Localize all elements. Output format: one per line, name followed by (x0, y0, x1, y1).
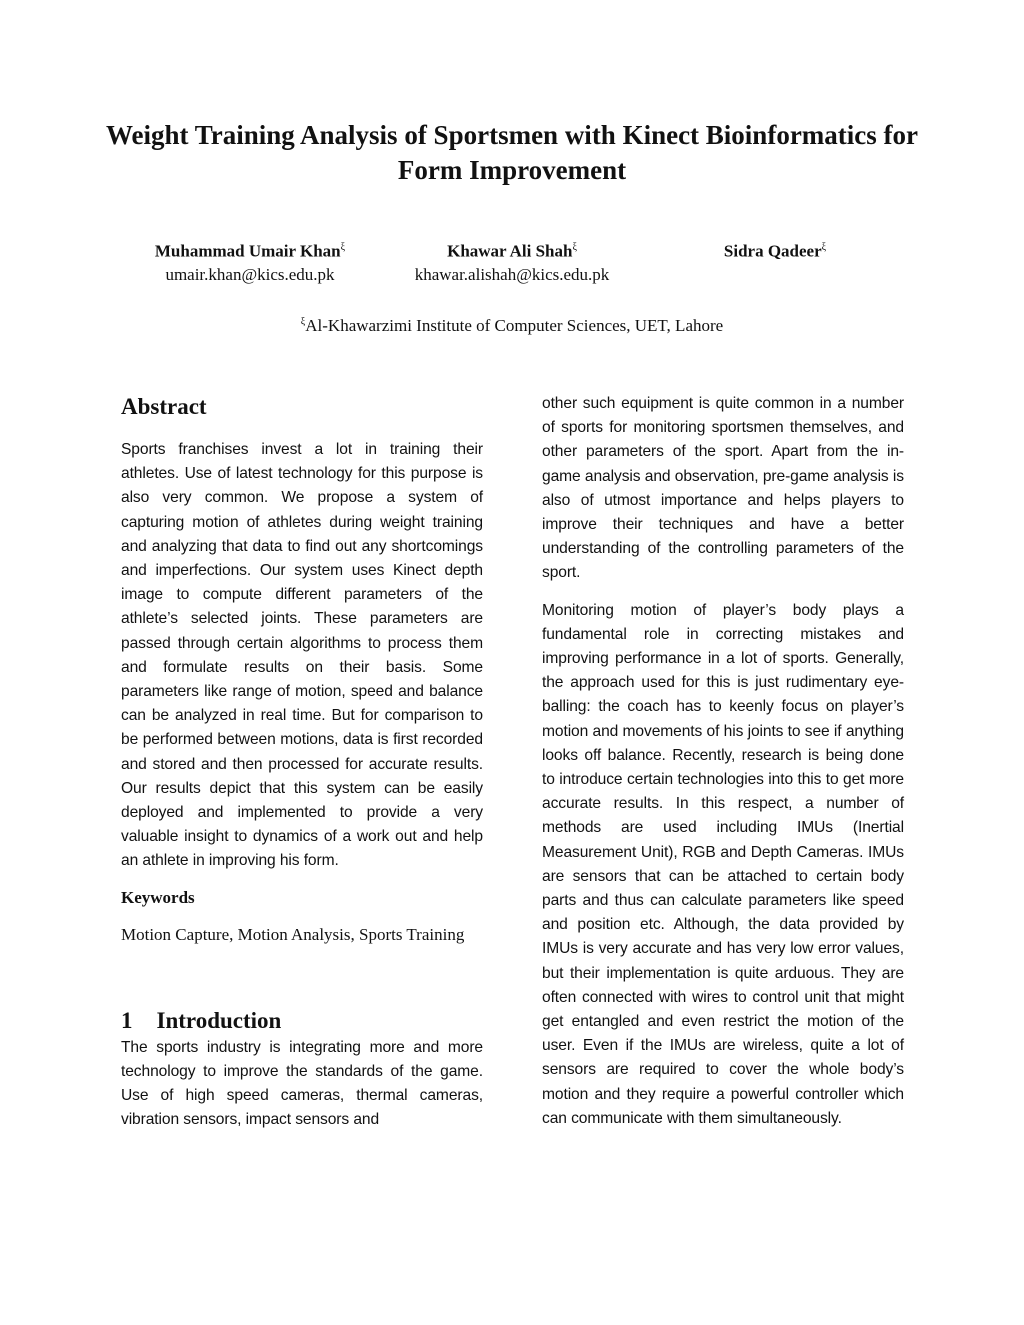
right-column (542, 392, 904, 1131)
left-column (121, 392, 483, 1132)
author-email: umair.khan@kics.edu.pk (165, 264, 335, 284)
affiliation (100, 316, 924, 336)
introduction-heading (121, 1006, 483, 1036)
author-mark: ξ (821, 242, 827, 253)
affiliation-text: Al-Khawarzimi Institute of Computer Sciences, UET, Lahore (305, 316, 724, 335)
author-block (392, 236, 632, 286)
intro-paragraph-1: The sports industry is integrating more and more technology to improve the standards of the game. Use of high speed cameras, thermal cameras, vibration sensors, impact sensors and (121, 1038, 483, 1129)
author-email: khawar.alishah@kics.edu.pk (414, 264, 610, 284)
author-mark: ξ (572, 242, 577, 253)
affiliation-mark: ξ (300, 316, 306, 328)
section-title: Introduction (156, 1007, 282, 1033)
keywords-text: Motion Capture, Motion Analysis, Sports Training (121, 924, 465, 944)
paper-title: Weight Training Analysis of Sportsmen with Kinect Bioinformatics for Form Improvement (105, 120, 919, 185)
author-name: Muhammad Umair Khan (154, 241, 341, 261)
abstract-heading: Abstract (121, 394, 207, 419)
intro-paragraph-1-continued: other such equipment is quite common in a number of sports for monitoring sportsmen themselves, and other parameters of the sport. Apart from the in-game analysis and observation, pre-game analysis is also of utmost importance and helps players to improve their techniques and have a better understanding of the controlling parameters of the sport. (542, 395, 904, 582)
author-mark: ξ (340, 242, 346, 253)
author-block (690, 236, 860, 263)
author-block (140, 236, 360, 286)
author-name: Khawar Ali Shah (447, 241, 573, 261)
keywords-heading: Keywords (121, 887, 195, 907)
author-name: Sidra Qadeer (723, 241, 822, 261)
section-number: 1 (121, 1007, 133, 1033)
abstract-text: Sports franchises invest a lot in training their athletes. Use of latest technology for this purpose is also very common. We propose a system of capturing motion of athletes during weight training and analyzing that data to find out any shortcomings and imperfections. Our system uses Kinect depth image to compute different parameters of the athlete’s selected joints. These parameters are passed through certain algorithms to process them and formulate results on their basis. Some parameters like range of motion, speed and balance can be analyzed in real time. But for comparison to be performed between motions, data is first recorded and stored and then processed for accurate results. Our results depict that this system can be easily deployed and implemented to provide a very valuable insight to dynamics of a work out and help an athlete in improving his form. (121, 441, 483, 870)
intro-paragraph-2: Monitoring motion of player’s body plays a fundamental role in correcting mistakes and improving performance in a lot of sports. Generally, the approach used for this is just rudimentary eye-balling: the coach has to keenly focus on player’s motion and movements of his joints to see if anything looks off balance. Recently, research is being done to introduce certain technologies into this to get more accurate results. In this respect, a number of methods are used including IMUs (Inertial Measurement Unit), RGB and Depth Cameras. IMUs are sensors that can be attached to certain body parts and thus can calculate parameters like speed and position etc. Although, the data provided by IMUs is very accurate and has very low error values, but their implementation is quite arduous. They are often connected with wires to control unit that might get entangled and even restrict the motion of the user. Even if the IMUs are wireless, quite a lot of sensors are required to cover the whole body’s motion and they require a powerful controller which can communicate with them simultaneously. (542, 601, 904, 1127)
